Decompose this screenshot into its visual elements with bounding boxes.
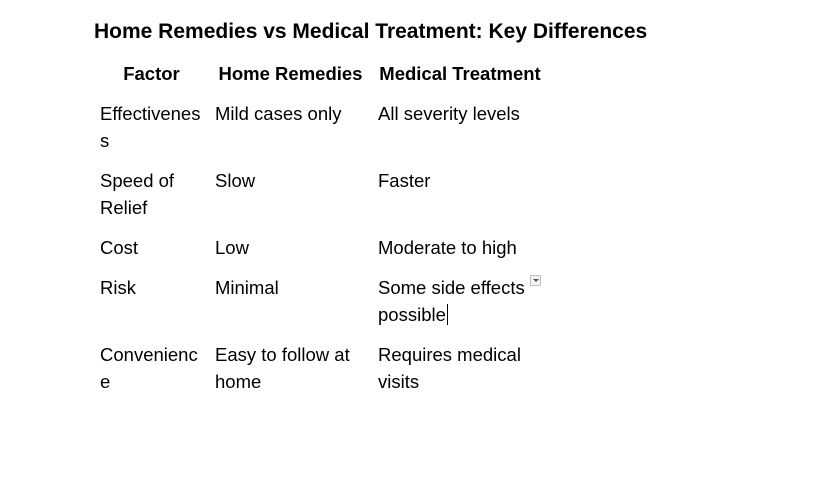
table-cell[interactable]: All severity levels	[378, 103, 520, 124]
table-cell[interactable]: Minimal	[215, 277, 279, 298]
header-medical-treatment[interactable]: Medical Treatment	[379, 63, 541, 84]
table-cell[interactable]: Risk	[100, 277, 136, 298]
header-factor[interactable]: Factor	[123, 63, 180, 84]
table-cell[interactable]: Moderate to high	[378, 237, 517, 258]
header-home-remedies[interactable]: Home Remedies	[218, 63, 363, 84]
table-cell[interactable]: Convenience	[100, 344, 198, 392]
table-cell[interactable]: Faster	[378, 170, 431, 191]
active-cell-text[interactable]: Some side effects possible	[378, 277, 525, 325]
table-row	[94, 230, 548, 270]
table-cell[interactable]: Low	[215, 237, 249, 258]
table-header-row	[94, 56, 548, 96]
table-cell[interactable]: Cost	[100, 237, 139, 258]
table-row	[94, 337, 548, 404]
table-row	[94, 96, 548, 163]
table-cell[interactable]: Effectiveness	[100, 103, 201, 151]
table-cell[interactable]: Slow	[215, 170, 256, 191]
text-cursor	[447, 304, 449, 325]
table-cell[interactable]: Speed of Relief	[100, 170, 175, 218]
chevron-down-icon[interactable]	[530, 275, 541, 286]
table-row	[94, 163, 548, 230]
comparison-table	[94, 56, 548, 404]
table-row	[94, 270, 548, 337]
table-cell[interactable]: Mild cases only	[215, 103, 342, 124]
document-title: Home Remedies vs Medical Treatment: Key Differences	[94, 20, 648, 43]
table-cell[interactable]: Easy to follow at home	[215, 344, 350, 392]
table-cell[interactable]: Requires medical visits	[378, 344, 521, 392]
table-cell-active[interactable]	[372, 270, 548, 337]
